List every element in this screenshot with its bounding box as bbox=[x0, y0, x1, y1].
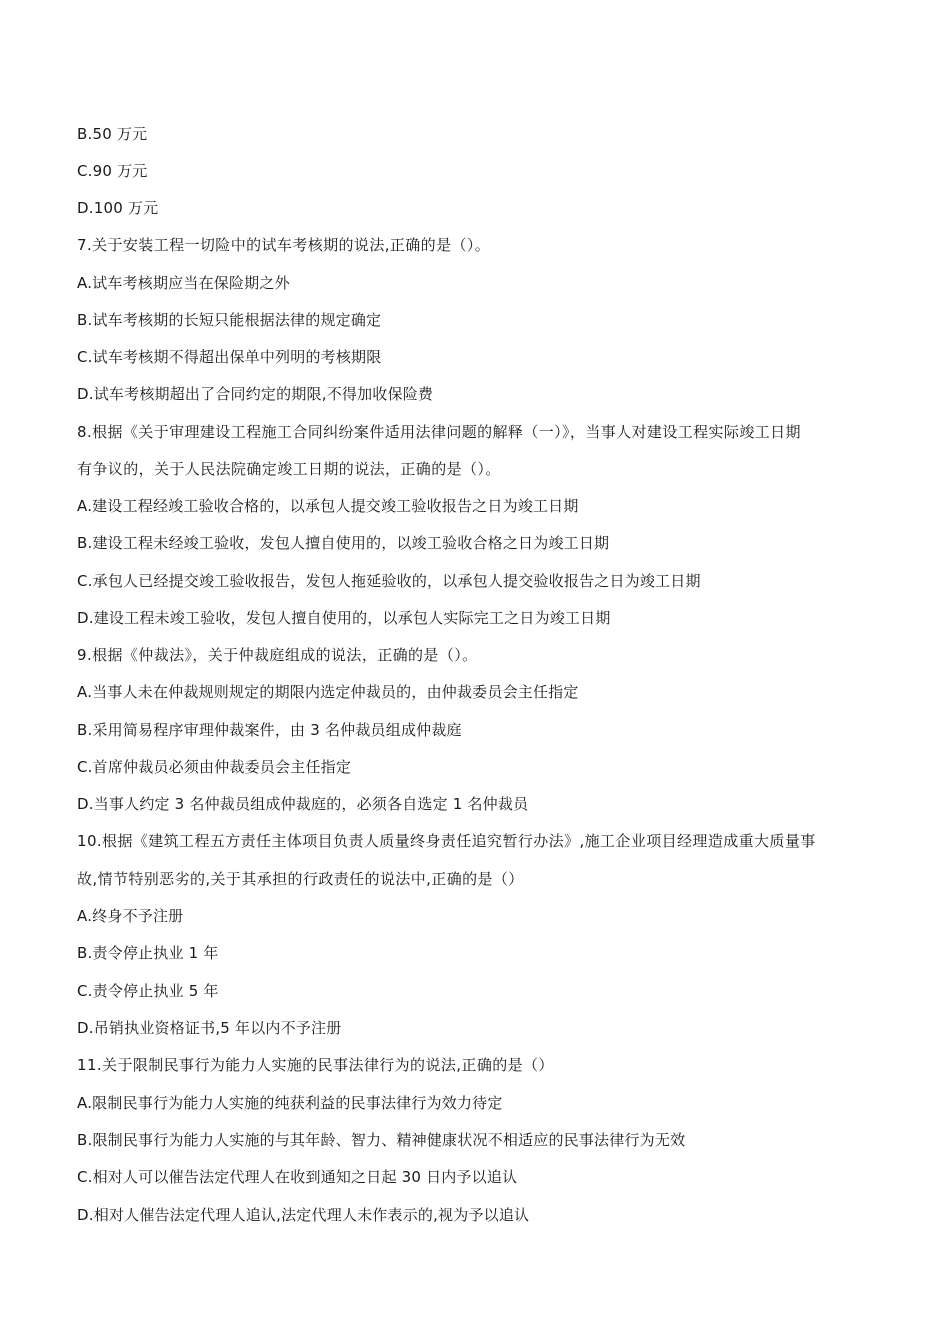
option-d-q8: D.建设工程未竣工验收，发包人擅自使用的，以承包人实际完工之日为竣工日期 bbox=[77, 609, 611, 627]
question-8-line-2: 有争议的，关于人民法院确定竣工日期的说法，正确的是（）。 bbox=[77, 460, 501, 478]
question-7: 7.关于安装工程一切险中的试车考核期的说法,正确的是（）。 bbox=[77, 236, 491, 254]
option-a-q7: A.试车考核期应当在保险期之外 bbox=[77, 274, 290, 292]
option-c-q9: C.首席仲裁员必须由仲裁委员会主任指定 bbox=[77, 758, 352, 776]
option-c-q7: C.试车考核期不得超出保单中列明的考核期限 bbox=[77, 348, 382, 366]
question-11: 11.关于限制民事行为能力人实施的民事法律行为的说法,正确的是（） bbox=[77, 1056, 554, 1074]
option-a-q11: A.限制民事行为能力人实施的纯获利益的民事法律行为效力待定 bbox=[77, 1094, 503, 1112]
option-d-q7: D.试车考核期超出了合同约定的期限,不得加收保险费 bbox=[77, 385, 434, 403]
option-a-q8: A.建设工程经竣工验收合格的，以承包人提交竣工验收报告之日为竣工日期 bbox=[77, 497, 579, 515]
option-b-q9: B.采用简易程序审理仲裁案件，由 3 名仲裁员组成仲裁庭 bbox=[77, 721, 462, 739]
option-a-q9: A.当事人未在仲裁规则规定的期限内选定仲裁员的，由仲裁委员会主任指定 bbox=[77, 683, 579, 701]
option-b-q10: B.责令停止执业 1 年 bbox=[77, 944, 219, 962]
option-b-q6: B.50 万元 bbox=[77, 125, 148, 143]
option-d-q10: D.吊销执业资格证书,5 年以内不予注册 bbox=[77, 1019, 342, 1037]
option-b-q7: B.试车考核期的长短只能根据法律的规定确定 bbox=[77, 311, 382, 329]
option-d-q6: D.100 万元 bbox=[77, 199, 159, 217]
option-b-q8: B.建设工程未经竣工验收，发包人擅自使用的，以竣工验收合格之日为竣工日期 bbox=[77, 534, 610, 552]
option-b-q11: B.限制民事行为能力人实施的与其年龄、智力、精神健康状况不相适应的民事法律行为无效 bbox=[77, 1131, 686, 1149]
option-c-q10: C.责令停止执业 5 年 bbox=[77, 982, 219, 1000]
option-c-q8: C.承包人已经提交竣工验收报告，发包人拖延验收的，以承包人提交验收报告之日为竣工日期 bbox=[77, 572, 701, 590]
option-a-q10: A.终身不予注册 bbox=[77, 907, 184, 925]
option-c-q6: C.90 万元 bbox=[77, 162, 148, 180]
question-10-line-1: 10.根据《建筑工程五方责任主体项目负责人质量终身责任追究暂行办法》,施工企业项目经理造成重大质量事 bbox=[77, 832, 816, 850]
question-9: 9.根据《仲裁法》，关于仲裁庭组成的说法，正确的是（）。 bbox=[77, 646, 478, 664]
option-d-q9: D.当事人约定 3 名仲裁员组成仲裁庭的，必须各自选定 1 名仲裁员 bbox=[77, 795, 529, 813]
question-10-line-2: 故,情节特别恶劣的,关于其承担的行政责任的说法中,正确的是（） bbox=[77, 870, 524, 888]
option-c-q11: C.相对人可以催告法定代理人在收到通知之日起 30 日内予以追认 bbox=[77, 1168, 518, 1186]
option-d-q11: D.相对人催告法定代理人追认,法定代理人未作表示的,视为予以追认 bbox=[77, 1206, 530, 1224]
question-8-line-1: 8.根据《关于审理建设工程施工合同纠纷案件适用法律问题的解释（一）》，当事人对建设工程实际竣工日期 bbox=[77, 423, 801, 441]
